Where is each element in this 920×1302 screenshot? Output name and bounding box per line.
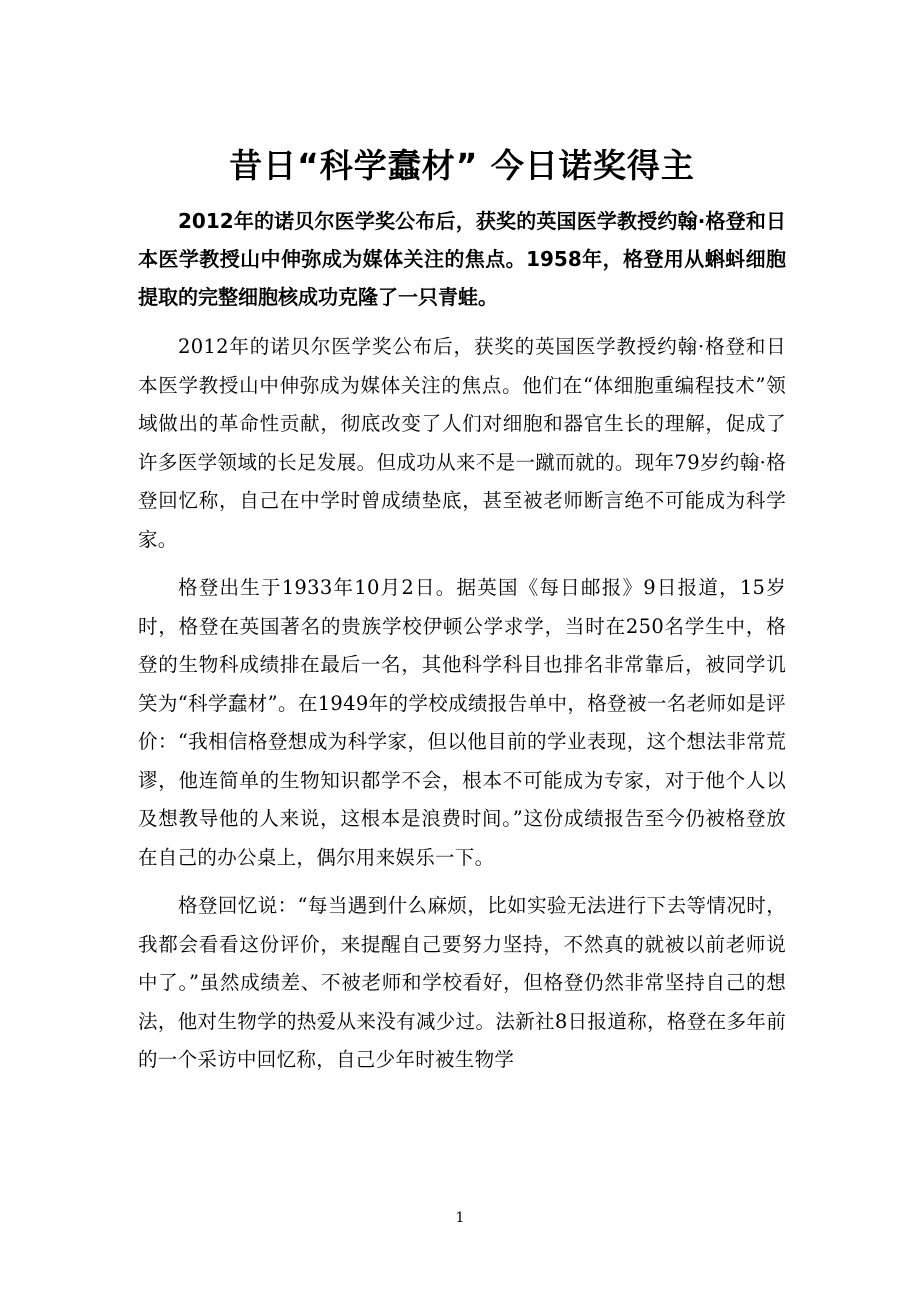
- page-number: 1: [455, 1210, 465, 1226]
- body-paragraph-2: 格登出生于1933年10月2日。据英国《每日邮报》9日报道，15岁时，格登在英国著名的贵族学校伊顿公学求学，当时在250名学生中，格登的生物科成绩排在最后一名，其他科学科目也排名非常靠后，被同学讥笑为“科学蠢材”。在1949年的学校成绩报告单中，格登被一名老师如是评价：“我相信格登想成为科学家，但以他目前的学业表现，这个想法非常荒谬，他连简单的生物知识都学不会，根本不可能成为专家，对于他个人以及想教导他的人来说，这根本是浪费时间。”这份成绩报告至今仍被格登放在自己的办公桌上，偶尔用来娱乐一下。: [138, 576, 786, 869]
- article-title: 昔日“科学蠢材” 今日诺奖得主: [229, 146, 695, 185]
- article-lead: 2012年的诺贝尔医学奖公布后，获奖的英国医学教授约翰·格登和日本医学教授山中伸弥成为媒体关注的焦点。1958年，格登用从蝌蚪细胞提取的完整细胞核成功克隆了一只青蛙。: [138, 209, 786, 309]
- document-page: [138, 140, 786, 1090]
- body-paragraph-3: 格登回忆说：“每当遇到什么麻烦，比如实验无法进行下去等情况时，我都会看看这份评价，来提醒自己要努力坚持，不然真的就被以前老师说中了。”虽然成绩差、不被老师和学校看好，但格登仍然非常坚持自己的想法，他对生物学的热爱从来没有减少过。法新社8日报道称，格登在多年前的一个采访中回忆称，自己少年时被生物学: [138, 894, 786, 1071]
- body-paragraph-1: 2012年的诺贝尔医学奖公布后，获奖的英国医学教授约翰·格登和日本医学教授山中伸弥成为媒体关注的焦点。他们在“体细胞重编程技术”领域做出的革命性贡献，彻底改变了人们对细胞和器官生长的理解，促成了许多医学领域的长足发展。但成功从来不是一蹴而就的。现年79岁约翰·格登回忆称，自己在中学时曾成绩垫底，甚至被老师断言绝不可能成为科学家。: [138, 335, 786, 551]
